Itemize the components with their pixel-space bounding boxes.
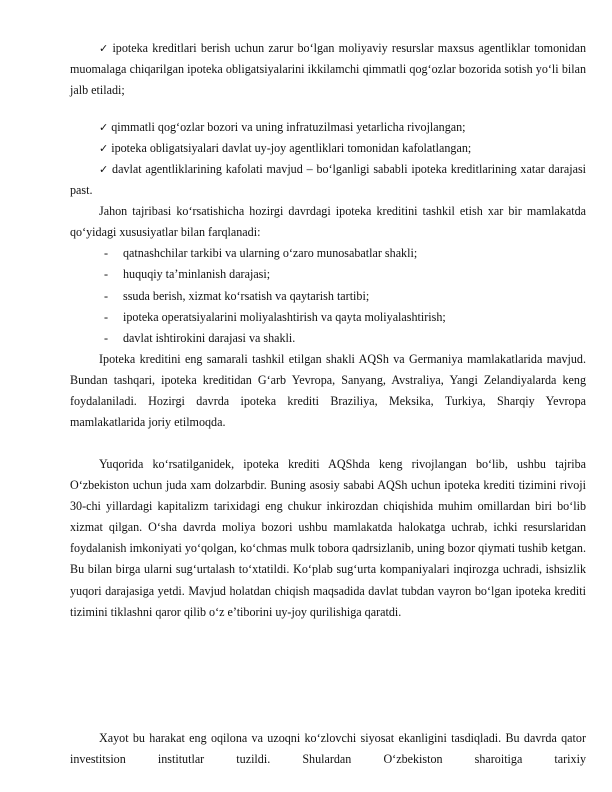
check-item-1 bbox=[70, 38, 586, 101]
dash-item-1: - qatnashchilar tarkibi va ularning o‘zaro munosabatlar shakli; bbox=[104, 246, 418, 260]
dash-item-2-text: huquqiy ta’minlanish darajasi; bbox=[123, 267, 271, 281]
check-item-3 bbox=[70, 138, 586, 159]
check-item-1-text: ipoteka kreditlari berish uchun zarur bo‘lgan moliyaviy resurslar maxsus agentliklar tomonidan muomalaga chiqarilgan ipoteka obligatsiyalarini ikkilamchi qimmatli qog‘ozlar bozorida sotish yo‘li bilan jalb etiladi; bbox=[70, 41, 587, 98]
dash-item-3-text: ssuda berish, xizmat ko‘rsatish va qaytarish tartibi; bbox=[123, 289, 370, 303]
dash-item-5: - davlat ishtirokini darajasi va shakli. bbox=[104, 331, 296, 345]
check-item-2-text: qimmatli qog‘ozlar bozori va uning infratuzilmasi yetarlicha rivojlangan; bbox=[111, 120, 466, 134]
check-item-4 bbox=[70, 159, 586, 201]
dash-item-2: - huquqiy ta’minlanish darajasi; bbox=[104, 267, 271, 281]
paragraph-3: Xayot bu harakat eng oqilona va uzoqni ko‘zlovchi siyosat ekanligini tasdiqladi. Bu davrda qator investitsion institutlar tuzildi. Shulardan O‘zbekiston sharoitiga tarixiy bbox=[70, 731, 586, 767]
dash-item-5-text: davlat ishtirokini darajasi va shakli. bbox=[123, 331, 296, 345]
check-item-2 bbox=[70, 117, 586, 138]
paragraph-1: Ipoteka kreditini eng samarali tashkil etilgan shakli AQSh va Germaniya mamlakatlarida mavjud. Bundan tashqari, ipoteka kreditidan G‘arb Yevropa, Sanyang, Avstraliya, Yangi Zelandiyalarda keng foydalaniladi. Hozirgi davrda ipoteka krediti Braziliya, Meksika, Turkiya, Sharqiy Yevropa mamlakatlarida joriy etilmoqda. bbox=[70, 352, 586, 430]
dash-item-1-text: qatnashchilar tarkibi va ularning o‘zaro munosabatlar shakli; bbox=[123, 246, 418, 260]
dash-item-4: - ipoteka operatsiyalarini moliyalashtirish va qayta moliyalashtirish; bbox=[104, 310, 446, 324]
check-item-4-text: davlat agentliklarining kafolati mavjud – bo‘lganligi sababli ipoteka kreditlarining xatar darajasi past. bbox=[70, 162, 587, 198]
dash-item-4-text: ipoteka operatsiyalarini moliyalashtirish va qayta moliyalashtirish; bbox=[123, 310, 446, 324]
paragraph-2: Yuqorida ko‘rsatilganidek, ipoteka krediti AQShda keng rivojlangan bo‘lib, ushbu tajriba O‘zbekiston uchun juda xam dolzarbdir. Buning asosiy sababi AQSh uchun ipoteka krediti tizimini rivoji 30-chi yillardagi kapitalizm tarixidagi eng chukur inkirozdan chiqishida muhim omillardan biri bo‘lib xizmat qilgan. O‘sha davrda moliya bozori ushbu mamlakatda halokatga uchrab, ichki resurslaridan foydalanish imkoniyati yo‘qolgan, ko‘chmas mulk tobora qadrsizlanib, uning bozor qiymati tushib ketgan. Bu bilan birga ularni sug‘urtalash to‘xtatildi. Ko‘plab sug‘urta kompaniyalari inqirozga uchradi, ishsizlik yuqori darajasiga yetdi. Mavjud holatdan chiqish maqsadida davlat tubdan vayron bo‘lgan ipoteka krediti tizimini tiklashni qaror qilib o‘z e’tiborini uy-joy qurilishiga qaratdi. bbox=[70, 457, 586, 619]
dash-item-3: - ssuda berish, xizmat ko‘rsatish va qaytarish tartibi; bbox=[104, 289, 370, 303]
intro-paragraph: Jahon tajribasi ko‘rsatishicha hozirgi davrdagi ipoteka kreditini tashkil etish xar bir mamlakatda qo‘yidagi xususiyatlar bilan farqlanadi: bbox=[70, 204, 586, 240]
check-item-3-text: ipoteka obligatsiyalari davlat uy-joy agentliklari tomonidan kafolatlangan; bbox=[111, 141, 472, 155]
